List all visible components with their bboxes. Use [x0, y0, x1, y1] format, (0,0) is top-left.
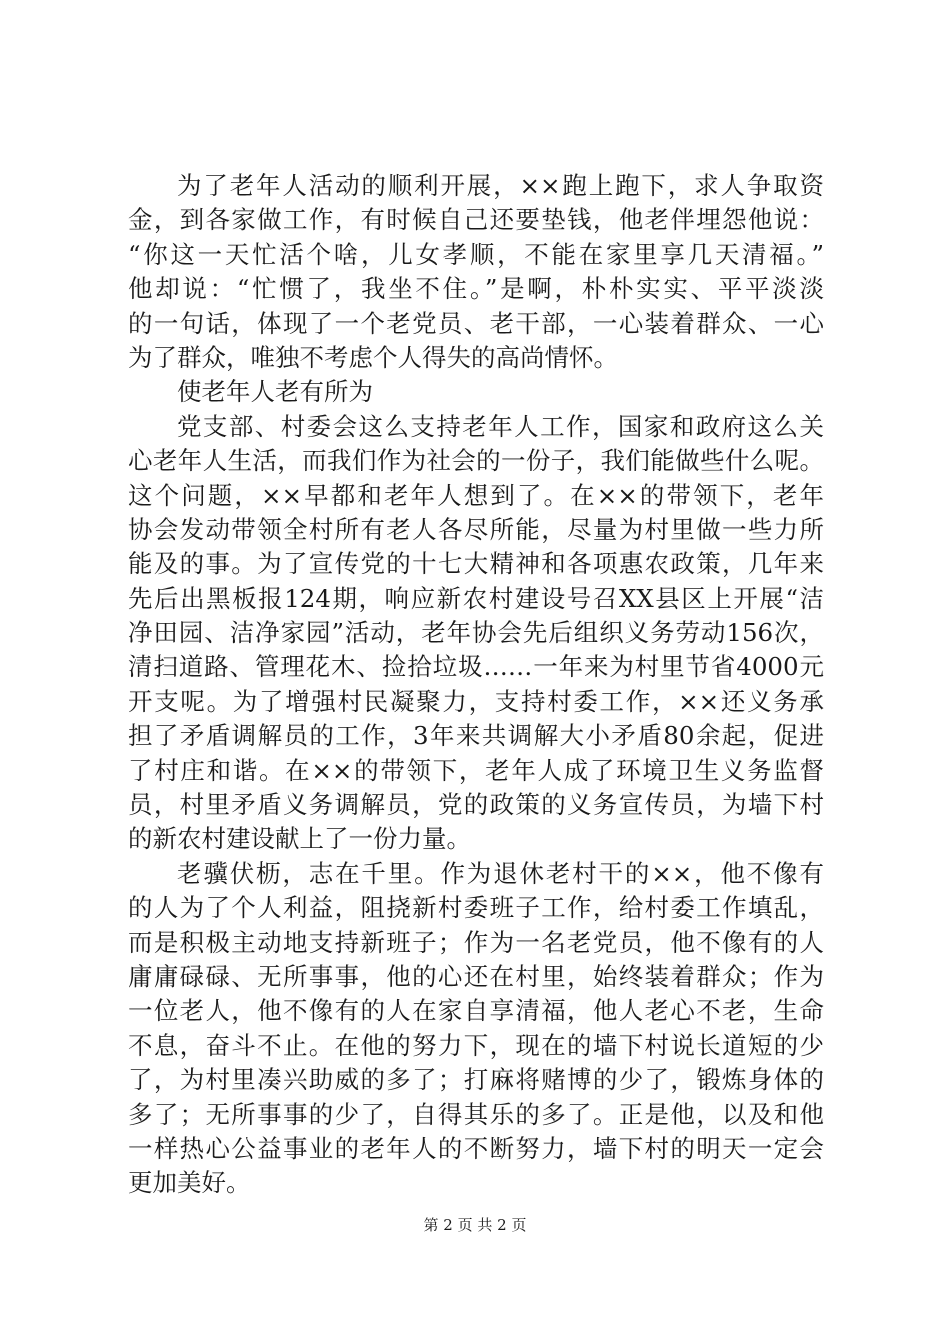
text-line: 担了矛盾调解员的工作，3年来共调解大小矛盾80余起，促进 — [128, 721, 824, 751]
text-line: 不息，奋斗不止。在他的努力下，现在的墙下村说长道短的少 — [128, 1030, 824, 1060]
text-line: 金，到各家做工作，有时候自己还要垫钱，他老伴埋怨他说： — [128, 205, 824, 235]
text-line: 的新农村建设献上了一份力量。 — [128, 824, 471, 854]
text-line: 清扫道路、管理花木、捡拾垃圾……一年来为村里节省4000元 — [128, 652, 824, 682]
text-line: 为了群众，唯独不考虑个人得失的高尚情怀。 — [128, 342, 618, 372]
text-line: 一样热心公益事业的老年人的不断努力，墙下村的明天一定会 — [128, 1133, 824, 1163]
text-line: 员，村里矛盾义务调解员，党的政策的义务宣传员，为墙下村 — [128, 790, 824, 820]
text-line: 党支部、村委会这么支持老年人工作，国家和政府这么关 — [177, 411, 824, 441]
text-line: 老骥伏枥，志在千里。作为退休老村干的××，他不像有 — [177, 858, 824, 888]
page-footer: 第 2 页 共 2 页 — [423, 1216, 527, 1234]
text-line: 能及的事。为了宣传党的十七大精神和各项惠农政策，几年来 — [128, 549, 824, 579]
text-line: 更加美好。 — [128, 1168, 251, 1198]
text-line: 他却说：“忙惯了，我坐不住。”是啊，朴朴实实、平平淡淡 — [128, 274, 824, 304]
text-line: 开支呢。为了增强村民凝聚力，支持村委工作，××还义务承 — [128, 686, 824, 716]
text-line: “你这一天忙活个啥，儿女孝顺，不能在家里享几天清福。” — [128, 239, 824, 269]
text-line: 了村庄和谐。在××的带领下，老年人成了环境卫生义务监督 — [128, 755, 824, 785]
text-line: 的人为了个人利益，阻挠新村委班子工作，给村委工作填乱， — [128, 893, 824, 923]
text-line: 了，为村里凑兴助威的多了；打麻将赌博的少了，锻炼身体的 — [128, 1065, 824, 1095]
text-line: 的一句话，体现了一个老党员、老干部，一心装着群众、一心 — [128, 308, 824, 338]
text-line: 而是积极主动地支持新班子；作为一名老党员，他不像有的人 — [128, 927, 824, 957]
text-line: 多了；无所事事的少了，自得其乐的多了。正是他，以及和他 — [128, 1099, 824, 1129]
text-line: 使老年人老有所为 — [177, 377, 373, 407]
text-line: 这个问题，××早都和老年人想到了。在××的带领下，老年 — [128, 480, 824, 510]
text-line: 协会发动带领全村所有老人各尽所能，尽量为村里做一些力所 — [128, 514, 824, 544]
text-line: 净田园、洁净家园”活动，老年协会先后组织义务劳动156次， — [128, 618, 824, 648]
text-line: 一位老人，他不像有的人在家自享清福，他人老心不老，生命 — [128, 996, 824, 1026]
text-line: 庸庸碌碌、无所事事，他的心还在村里，始终装着群众；作为 — [128, 961, 824, 991]
text-line: 为了老年人活动的顺利开展，××跑上跑下，求人争取资 — [177, 171, 824, 200]
text-line: 心老年人生活，而我们作为社会的一份子，我们能做些什么呢。 — [128, 446, 824, 476]
text-line: 先后出黑板报124期，响应新农村建设号召XX县区上开展“洁 — [128, 583, 824, 613]
document-body — [128, 169, 824, 1201]
